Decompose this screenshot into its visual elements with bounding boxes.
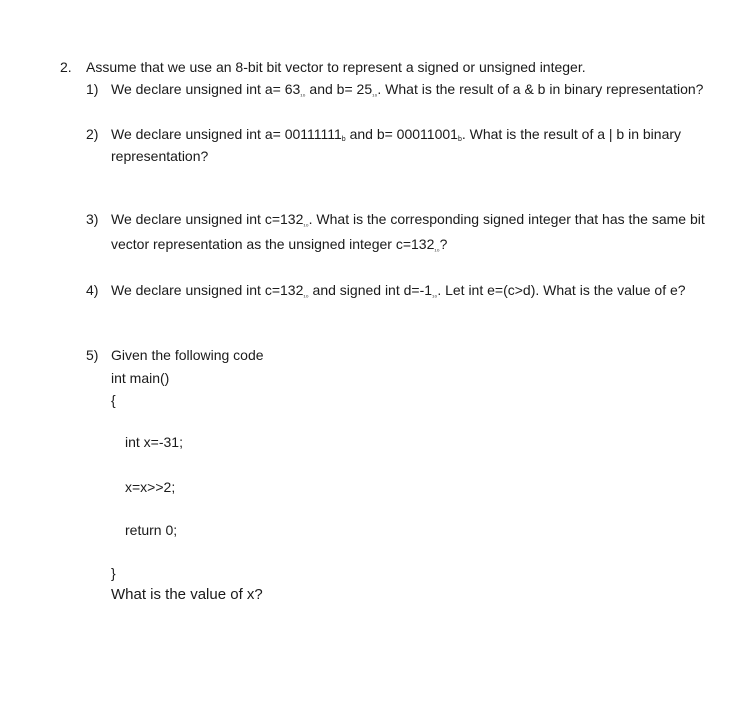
item-4-text: We declare unsigned int $c=132_{_{10}}$ and signed int $d=-1_{_{10}}$. Let int e=(c>d). What is the value of e?	[111, 282, 686, 299]
question-intro: Assume that we use an 8-bit bit vector to represent a signed or unsigned integer.	[86, 59, 586, 75]
item-2-text: We declare unsigned int $a= 00111111_b$ and $b= 00011001_b$. What is the result of a | b in binary	[111, 126, 682, 143]
item-2-text-line2: representation?	[111, 148, 209, 164]
item-5-question: What is the value of x?	[111, 586, 263, 603]
item-1-number: 1)	[86, 81, 99, 97]
item-3-number: 3)	[86, 211, 99, 227]
code-line-shift: x=x>>2;	[125, 479, 176, 495]
code-signature: int main()	[111, 370, 170, 386]
item-4-number: 4)	[86, 282, 99, 298]
code-line-return: return 0;	[125, 522, 178, 538]
code-close-brace: }	[111, 565, 116, 581]
item-5-number: 5)	[86, 347, 99, 363]
item-3-text-line2: vector representation as the unsigned integer $c=132_{_{10}}$?	[111, 236, 448, 253]
question-number: 2.	[60, 59, 72, 75]
item-3-text: We declare unsigned int $c=132_{_{10}}$. What is the corresponding signed integer that has the same bit	[111, 211, 705, 228]
item-1-text: We declare unsigned int $a= 63_{_{10}}$ and $b= 25_{_{10}}$. What is the result of a & b in binary representation?	[111, 81, 704, 98]
item-2-number: 2)	[86, 126, 99, 142]
code-line-declare: int x=-31;	[125, 434, 183, 450]
code-open-brace: {	[111, 392, 116, 408]
item-5-intro: Given the following code	[111, 347, 264, 363]
